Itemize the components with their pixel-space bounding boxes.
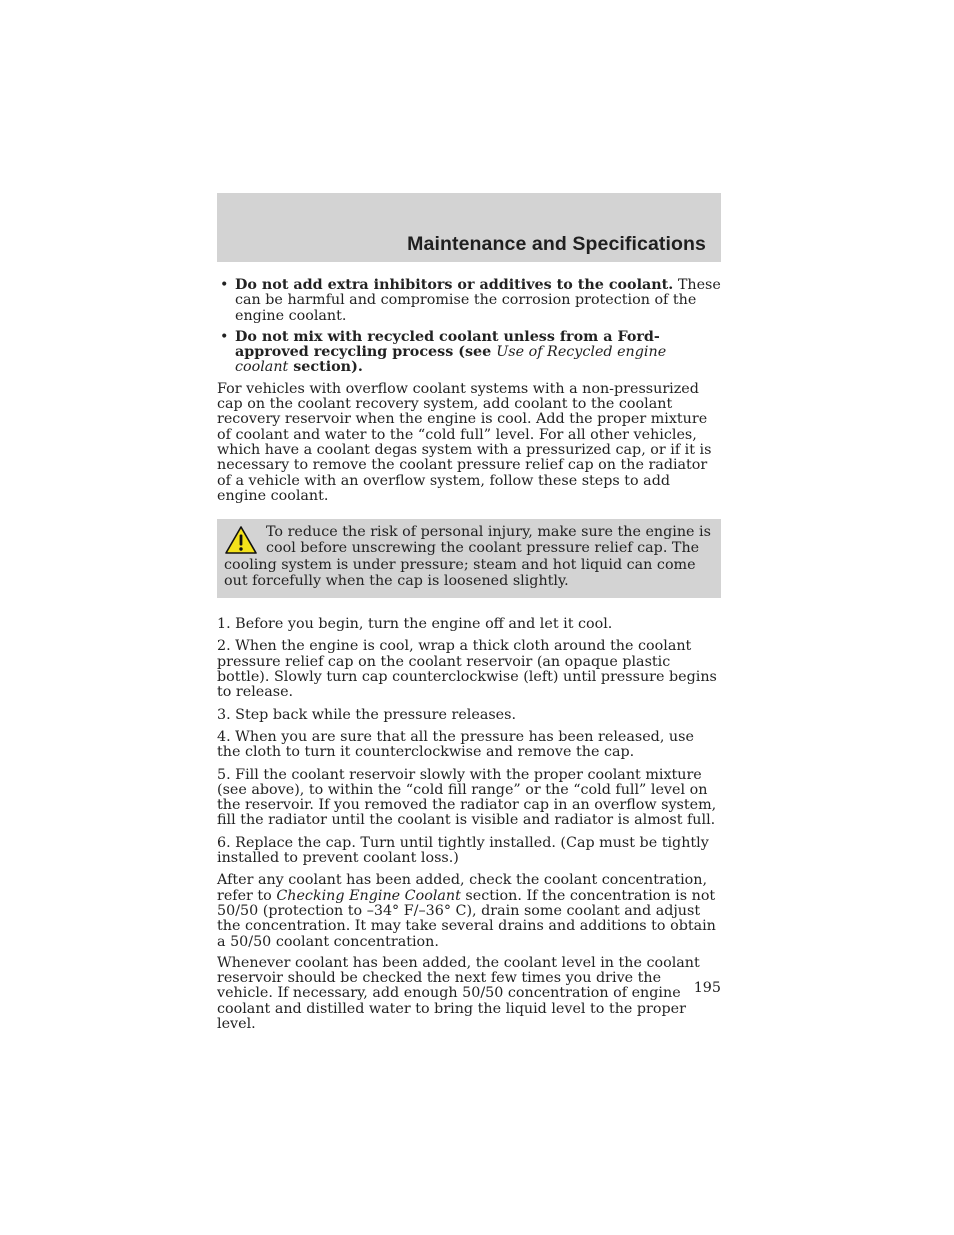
warning-box bbox=[217, 519, 721, 598]
section-title: Maintenance and Specifications bbox=[407, 233, 706, 255]
after-paragraph bbox=[217, 873, 721, 949]
steps-list bbox=[217, 617, 721, 866]
page-content bbox=[217, 278, 721, 1038]
warning-text: To reduce the risk of personal injury, make sure the engine is cool before unscrewing the coolant pressure relief cap. The cooling system is under pressure; steam and hot liquid can come out forcefully when the cap is loosened slightly. bbox=[224, 524, 711, 590]
cross-reference-link: Use of Recycled engine coolant bbox=[235, 344, 667, 376]
bullet-dot: • bbox=[220, 277, 229, 293]
closing-paragraph: Whenever coolant has been added, the coolant level in the coolant reservoir should be checked the next few times you drive the vehicle. If necessary, add enough 50/50 concentration of engine coolant and distilled water to bring the liquid level to the proper level. bbox=[217, 954, 700, 1032]
step-item: 5. Fill the coolant reservoir slowly with the proper coolant mixture (see above), to within the “cold fill range” or the “cold full” level on the reservoir. If you removed the radiator cap in an overflow system, fill the radiator until the coolant is visible and radiator is almost full. bbox=[217, 766, 717, 829]
bullet-bold-text: Do not add extra inhibitors or additives to the coolant. bbox=[235, 277, 674, 293]
bullet-item-additives bbox=[217, 278, 721, 324]
bullet-item-recycled bbox=[217, 330, 721, 376]
warning-triangle-icon bbox=[224, 525, 258, 555]
step-item: 3. Step back while the pressure releases. bbox=[217, 706, 517, 723]
bullet-text: These can be harmful and compromise the corrosion protection of the engine coolant. bbox=[235, 277, 721, 324]
step-item: 1. Before you begin, turn the engine off and let it cool. bbox=[217, 616, 613, 633]
step-item: 4. When you are sure that all the pressure has been released, use the cloth to turn it counterclockwise and remove the cap. bbox=[217, 728, 694, 761]
page-number: 195 bbox=[693, 980, 721, 996]
bullet-bold-text: section). bbox=[288, 359, 363, 376]
after-text: After any coolant has been added, check the coolant concentration, refer to bbox=[217, 872, 708, 904]
bullet-bold-text: Do not mix with recycled coolant unless from a Ford-approved recycling process (see bbox=[235, 328, 660, 361]
step-item: 2. When the engine is cool, wrap a thick cloth around the coolant pressure relief cap on the coolant reservoir (an opaque plastic bottle). Slowly turn cap counterclockwise (left) until pressure begins to release. bbox=[217, 638, 717, 701]
bullet-list bbox=[217, 278, 721, 376]
cross-reference-link: Checking Engine Coolant bbox=[276, 887, 461, 904]
section-header bbox=[217, 193, 721, 262]
step-item: 6. Replace the cap. Turn until tightly installed. (Cap must be tightly installed to prevent coolant loss.) bbox=[217, 834, 709, 867]
intro-paragraph: For vehicles with overflow coolant systems with a non-pressurized cap on the coolant recovery system, add coolant to the coolant recovery reservoir when the engine is cool. Add the proper mixture of coolant and water to the “cold full” level. For all other vehicles, which have a coolant degas system with a pressurized cap, or if it is necessary to remove the coolant pressure relief cap on the radiator of a vehicle with an overflow system, follow these steps to add engine coolant. bbox=[217, 380, 712, 504]
bullet-dot: • bbox=[220, 328, 229, 345]
after-text: section. If the concentration is not 50/50 (protection to –34° F/–36° C), drain some coolant and adjust the concentration. It may take several drains and additions to obtain a 50/50 coolant concentration. bbox=[217, 887, 716, 950]
